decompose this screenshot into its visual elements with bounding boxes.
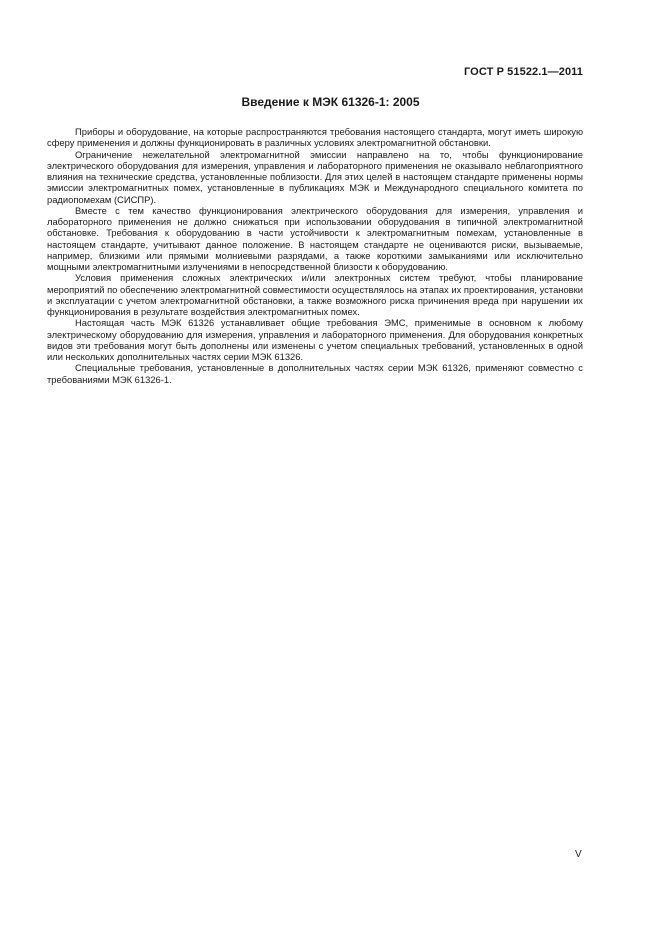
paragraph: Приборы и оборудование, на которые распространяются требования настоящего стандарта, могут иметь широкую сферу применения и должны функционировать в различных условиях электромагнитной обстановки.: [47, 126, 583, 149]
paragraph: Настоящая часть МЭК 61326 устанавливает общие требования ЭМС, применимые в основном к любому электрическому оборудованию для измерения, управления и лабораторного применения. Для оборудования конкретных видов эти требования могут быть дополнены или изменены с учетом специальных требований, установленных в одной или нескольких дополнительных частях серии МЭК 61326.: [47, 317, 583, 362]
paragraph: Специальные требования, установленные в дополнительных частях серии МЭК 61326, применяют совместно с требованиями МЭК 61326-1.: [47, 362, 583, 385]
body-text: [47, 126, 583, 385]
paragraph: Ограничение нежелательной электромагнитной эмиссии направлено на то, чтобы функционирование электрического оборудования для измерения, управления и лабораторного применения не оказывало неблагоприятного влияния на технические средства, установленные поблизости. Для этих целей в настоящем стандарте применены нормы эмиссии электромагнитных помех, установленные в публикациях МЭК и Международного специального комитета по радиопомехам (СИСПР).: [47, 148, 583, 205]
paragraph: Условия применения сложных электрических и/или электронных систем требуют, чтобы планирование мероприятий по обеспечению электромагнитной совместимости осуществлялось на этапах их проектирования, установки и эксплуатации с учетом электромагнитной обстановки, а также возможного риска причинения вреда при нарушении их функционирования в результате воздействия электромагнитных помех.: [47, 272, 583, 317]
section-title: Введение к МЭК 61326-1: 2005: [241, 95, 420, 109]
paragraph: Вместе с тем качество функционирования электрического оборудования для измерения, управления и лабораторного применения не должно снижаться при использовании оборудования в типичной электромагнитной обстановке. Требования к оборудованию в части устойчивости к электромагнитным помехам, установленные в настоящем стандарте, учитывают данное положение. В настоящем стандарте не оцениваются риски, вызываемые, например, близкими или прямыми молниевыми разрядами, а также короткими замыканиями или исключительно мощными электромагнитными излучениями в непосредственной близости к оборудованию.: [47, 204, 583, 272]
document-number: ГОСТ Р 51522.1—2011: [463, 66, 583, 78]
page-number: V: [575, 849, 582, 860]
